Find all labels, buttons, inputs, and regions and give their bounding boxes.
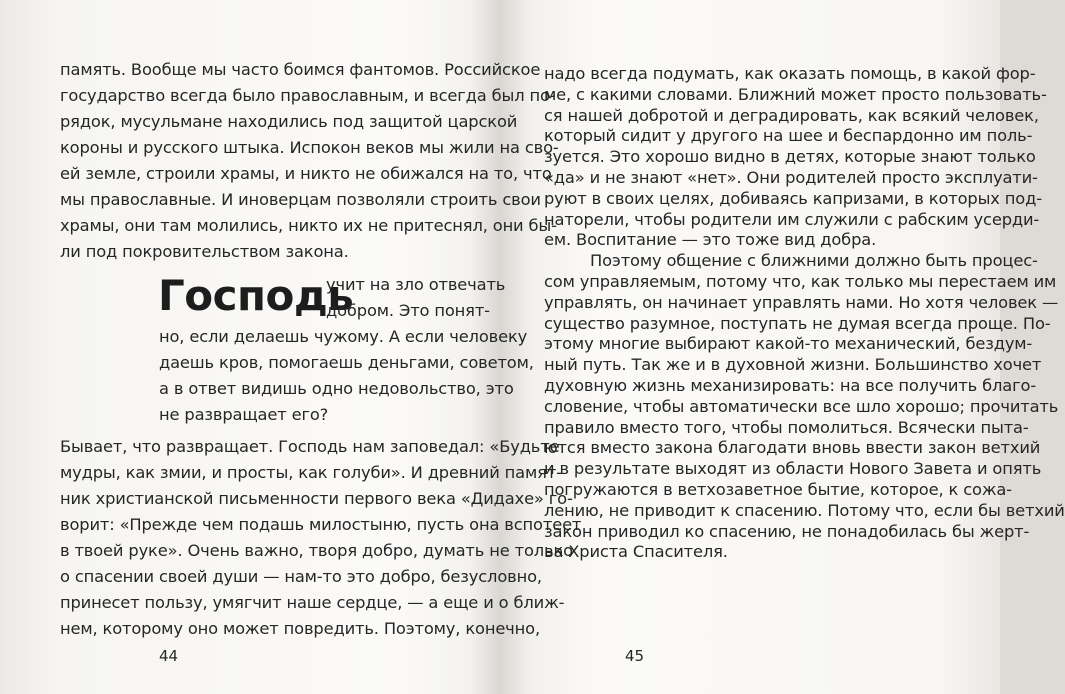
text-line: ворит: «Прежде чем подашь милостыню, пусть она вспотеет xyxy=(60,515,582,534)
question-line: не развращает его? xyxy=(159,405,329,424)
text-line: Бывает, что развращает. Господь нам заповедал: «Будьте xyxy=(60,437,560,456)
question-line: но, если делаешь чужому. А если человеку xyxy=(159,327,528,346)
text-line: управлять, он начинает управлять нами. Но хотя человек — xyxy=(544,292,1059,312)
text-line: Поэтому общение с ближними должно быть процес- xyxy=(590,251,1038,271)
question-line: а в ответ видишь одно недовольство, это xyxy=(159,379,514,398)
text-line: рядок, мусульмане находились под защитой царской xyxy=(60,112,518,131)
page-number: 45 xyxy=(625,647,645,665)
text-line: ва Христа Спасителя. xyxy=(544,542,728,562)
text-line: ник христианской письменности первого века «Дидахе» го- xyxy=(60,489,573,508)
text-line: короны и русского штыка. Испокон веков мы жили на сво- xyxy=(60,138,559,157)
text-line: «да» и не знают «нет». Они родителей просто эксплуати- xyxy=(544,168,1038,187)
text-line: ются вместо закона благодати вновь ввести закон ветхий xyxy=(544,438,1041,458)
text-line: и в результате выходят из области Нового Завета и опять xyxy=(544,459,1042,479)
text-line: погружаются в ветхозаветное бытие, которое, к сожа- xyxy=(544,480,1012,499)
text-line: ный путь. Так же и в духовной жизни. Большинство хочет xyxy=(544,355,1042,375)
text-line: словение, чтобы автоматически все шло хорошо; прочитать xyxy=(544,396,1059,416)
text-line: правило вместо того, чтобы помолиться. Всячески пыта- xyxy=(544,417,1029,437)
text-line: государство всегда было православным, и всегда был по- xyxy=(60,86,556,105)
text-line: нем, которому оно может повредить. Поэтому, конечно, xyxy=(60,619,540,638)
question-line: даешь кров, помогаешь деньгами, советом, xyxy=(159,353,534,372)
text-line: храмы, они там молились, никто их не притеснял, они бы- xyxy=(60,216,557,235)
text-line: ся нашей добротой и деградировать, как всякий человек, xyxy=(544,105,1039,125)
text-line: ем. Воспитание — это тоже вид добра. xyxy=(544,230,877,250)
text-line: наторели, чтобы родители им служили с рабским усерди- xyxy=(544,209,1040,229)
text-line: память. Вообще мы часто боимся фантомов. Российское xyxy=(60,60,541,79)
text-line: мудры, как змии, и просты, как голуби». И древний памят- xyxy=(60,463,562,482)
text-line: принесет пользу, умягчит наше сердце, — а еще и о ближ- xyxy=(60,593,565,612)
page-number: 44 xyxy=(159,647,179,665)
question-line: учит на зло отвечать xyxy=(326,275,506,294)
text-line: который сидит у другого на шее и беспардонно им поль- xyxy=(544,126,1033,146)
text-line: лению, не приводит к спасению. Потому что, если бы ветхий xyxy=(544,500,1065,520)
text-line: в твоей руке». Очень важно, творя добро, думать не только xyxy=(60,541,573,560)
text-line: ме, с какими словами. Ближний может просто пользовать- xyxy=(544,84,1047,104)
question-line: добром. Это понят- xyxy=(326,301,490,320)
text-line: зуется. Это хорошо видно в детях, которые знают только xyxy=(544,147,1036,167)
text-line: этому многие выбирают какой-то механический, бездум- xyxy=(544,334,1033,354)
text-line: мы православные. И иноверцам позволяли строить свои xyxy=(60,190,541,209)
text-line: о спасении своей души — нам-то это добро, безусловно, xyxy=(60,567,542,586)
text-line: ей земле, строили храмы, и никто не обижался на то, что xyxy=(60,164,552,183)
text-line: руют в своих целях, добиваясь капризами, в которых под- xyxy=(544,188,1042,208)
text-line: духовную жизнь механизировать: на все получить благо- xyxy=(544,376,1037,395)
right-page xyxy=(500,0,1065,694)
question-heading: Господь xyxy=(158,271,354,320)
text-line: ли под покровительством закона. xyxy=(60,242,349,261)
text-line: закон приводил ко спасению, не понадобилась бы жерт- xyxy=(544,521,1030,541)
text-line: существо разумное, поступать не думая всегда проще. По- xyxy=(544,313,1051,333)
text-line: надо всегда подумать, как оказать помощь, в какой фор- xyxy=(544,64,1036,83)
text-line: сом управляемым, потому что, как только мы перестаем им xyxy=(544,272,1057,291)
